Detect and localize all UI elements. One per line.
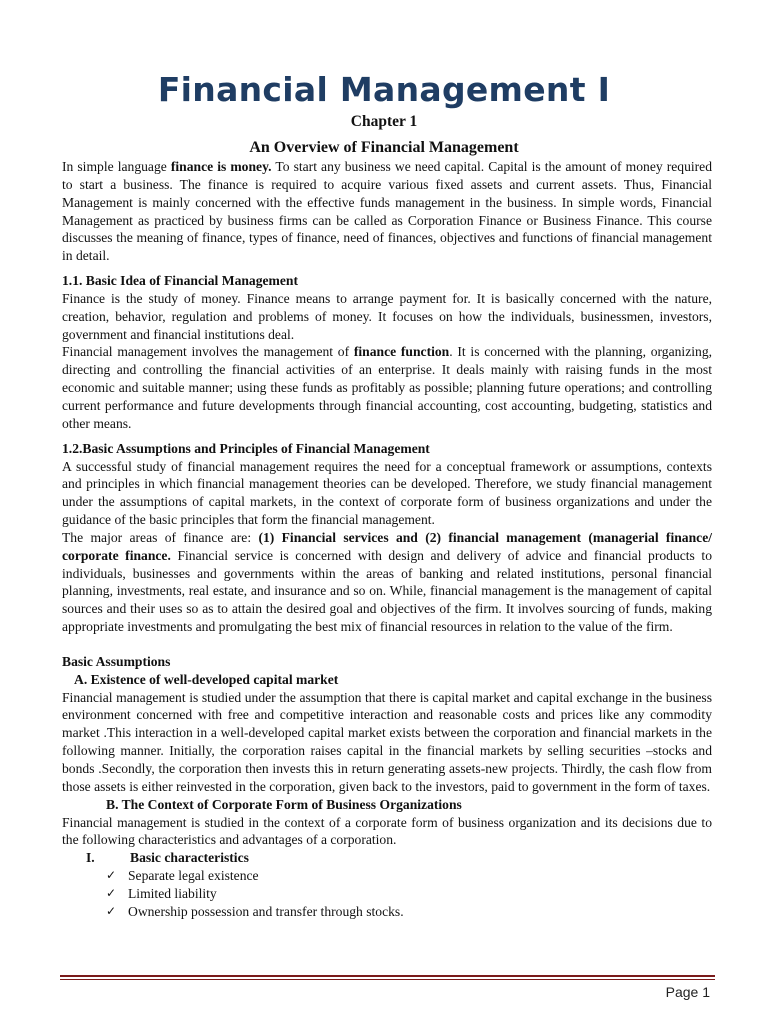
chapter-label: Chapter 1	[350, 113, 418, 130]
characteristics-list	[62, 867, 712, 921]
assumption-a-heading: A. Existence of well-developed capital market	[74, 671, 339, 687]
chapter-title: An Overview of Financial Management	[249, 139, 519, 156]
basic-assumptions-heading: Basic Assumptions	[62, 653, 171, 669]
list-item: ✓ Ownership possession and transfer through stocks.	[106, 903, 404, 919]
document-body	[62, 158, 712, 921]
section-1-paragraph-1: Finance is the study of money. Finance means to arrange payment for. It is basically concerned with the nature, creation, behavior, regulation and problems of money. It focuses on how the individuals, businessmen, investors, government and financial institutions deal.	[62, 290, 712, 342]
list-item: ✓ Separate legal existence	[106, 868, 259, 884]
check-icon: ✓	[106, 885, 117, 900]
list-item: ✓ Limited liability	[106, 885, 217, 901]
assumption-b-text: Financial management is studied in the context of a corporate form of business organization and its decisions due to the following characteristics and advantages of a corporation.	[62, 814, 712, 848]
section-1-heading: 1.1. Basic Idea of Financial Management	[62, 273, 298, 289]
section-2-paragraph-2: The major areas of finance are: (1) Financial services and (2) financial management (managerial finance/ corporate finance. Financial service is concerned with design and delivery of advice and financial products to individuals, businesses and governments within the areas of banking and related institutions, personal financial planning, investments, real estate, and insurance and so on. While, financial management is the management of capital sources and their uses so as to attain the desired goal and objectives of the firm. It involves sourcing of funds, making appropriate investments and promulgating the best mix of financial resources in relation to the value of the firm.	[62, 529, 713, 635]
check-icon: ✓	[106, 868, 117, 883]
document-title: Financial Management I	[157, 70, 611, 109]
intro-paragraph: In simple language finance is money. To start any business we need capital. Capital is the amount of money required to start a business. The finance is required to acquire various fixed assets and current assets. Thus, Financial Management is mainly concerned with the effective funds management in the business. In simple words, Financial Management as practiced by business firms can be called as Corporation Finance or Business Finance. This course discusses the meaning of finance, types of finance, need of finances, objectives and functions of financial management in detail.	[62, 159, 713, 264]
page-number: Page 1	[665, 984, 710, 1000]
check-icon: ✓	[106, 903, 117, 918]
section-2-heading: 1.2.Basic Assumptions and Principles of Financial Management	[62, 440, 430, 456]
intro-bold: finance is money.	[170, 159, 272, 174]
basic-characteristics-heading: I. Basic characteristics	[86, 850, 249, 866]
footer-rule	[60, 975, 715, 977]
footer-rule-thin	[60, 979, 715, 980]
assumption-b-heading: B. The Context of Corporate Form of Business Organizations	[106, 796, 462, 812]
assumption-a-text: Financial management is studied under the assumption that there is capital market and capital exchange in the business environment concerned with free and competitive interaction and reasonable costs and prices like any commodity market .This interaction in a well-developed capital market exists between the corporation and financial markets in the following manner. Initially, the corporation raises capital in the financial markets by selling securities –stocks and bonds .Secondly, the corporation then invests this in return generating assets-new projects. Thirdly, the cash flow from those assets is either reinvested in the corporation, given back to the investors, paid to government in the form of taxes.	[62, 689, 712, 794]
section-1-paragraph-2: Financial management involves the management of finance function. It is concerned with the planning, organizing, directing and controlling the financial activities of an enterprise. It deals mainly with raising funds in the most economic and suitable manner; using these funds as profitably as possible; planning future operations; and controlling current performance and future developments through financial accounting, cost accounting, budgeting, statistics and other means.	[62, 344, 713, 431]
section-2-paragraph-1: A successful study of financial management requires the need for a conceptual framework or assumptions, contexts and principles in which financial management theories can be developed. Therefore, we study financial management under the assumptions of capital markets, in the context of corporate form of business organizations and under the guidance of the basic principles that form the financial management.	[62, 458, 712, 528]
